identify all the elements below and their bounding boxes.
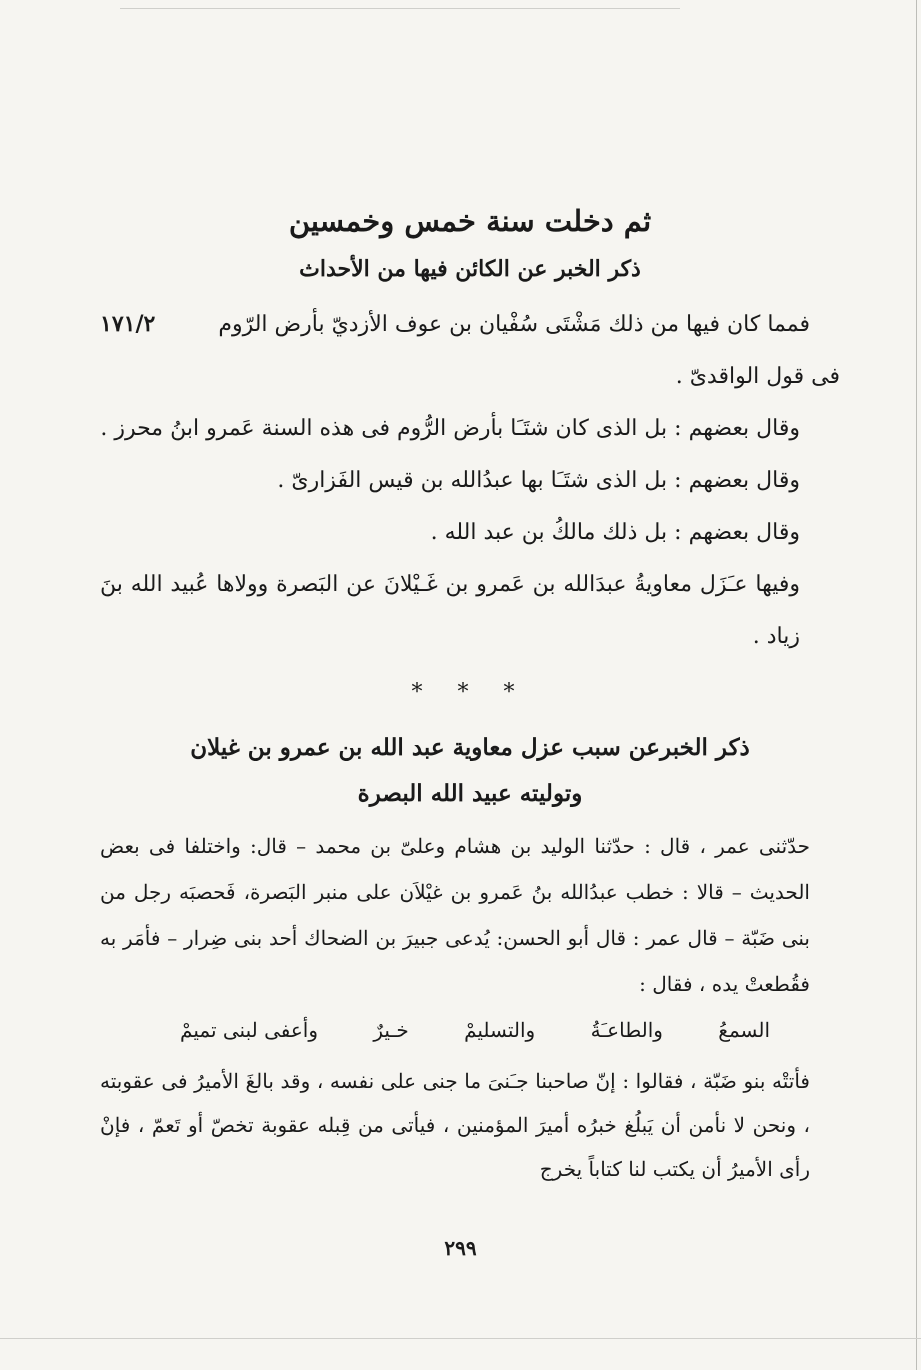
heading-2-line-1: ذكر الخبرعن سبب عزل معاوية عبد الله بن عمرو بن غيلان bbox=[190, 734, 750, 761]
paragraph-4: وقال بعضهم : بل ذلك مالكُ بن عبد الله . bbox=[430, 520, 800, 545]
narration-paragraph: حدّثنى عمر ، قال : حدّثنا الوليد بن هشام وعلىّ بن محمد – قال: واختلفا فى بعض الحديث – قالا : خطب عبدُالله بنُ عَمرو بن غيْلاَن على منبر البَصرة، فَحصبَه رجل من بنى ضَبّة – قال عمر : قال أبو الحسن: يُدعى جبيرَ بن الضحاك أحد بنى ضِرار – فأمَر به فقُطعتْ يده ، فقال : bbox=[100, 834, 810, 996]
heading-2-line-2: وتوليته عبيد الله البصرة bbox=[357, 780, 583, 807]
poem-part-3: والتسليمْ bbox=[464, 1018, 536, 1042]
page-content bbox=[100, 190, 840, 1191]
page-number: ٢٩٩ bbox=[444, 1236, 477, 1260]
paragraph-5: وفيها عـَزَل معاويةُ عبدَالله بن عَمرو بن غَـيْلانَ عن البَصرة وولاها عُبيد الله بنَ زياد . bbox=[100, 572, 800, 649]
poem-verse bbox=[100, 1007, 840, 1053]
continuation-paragraph: فأتتْه بنو ضَبّة ، فقالوا : إنّ صاحبنا جـَنىَ ما جنى على نفسه ، وقد بالغَ الأميرُ فى عقوبته ، ونحن لا نأمن أن يَبلُغ خبرُه أميرَ المؤمنين ، فيأتى من قِبله عقوبة تخصّ أو تَعمّ ، فإنْ رأى الأميرُ أن يكتب لنا كتاباً يخرج bbox=[100, 1069, 810, 1181]
poem-part-1: السمعُ bbox=[718, 1018, 770, 1042]
paragraph-1-line-2: فى قول الواقدىّ . bbox=[675, 364, 840, 389]
paragraph-1-first-line bbox=[100, 298, 840, 351]
poem-part-2: والطاعـَةُ bbox=[590, 1018, 663, 1042]
scan-edge-right bbox=[916, 0, 917, 1370]
scan-edge-top bbox=[120, 8, 680, 9]
paragraph-3: وقال بعضهم : بل الذى شتَـَا بها عبدُالله بن قيس الفَزارىّ . bbox=[277, 468, 800, 493]
margin-reference-number: ١٧١/٢ bbox=[100, 311, 156, 337]
section-heading: ذكر الخبر عن الكائن فيها من الأحداث bbox=[299, 256, 641, 282]
paragraph-1-line-1: فمما كان فيها من ذلك مَشْتَى سُفْيان بن عوف الأزديّ بأرض الرّوم bbox=[218, 312, 810, 337]
poem-part-4: خـيرٌ bbox=[373, 1018, 409, 1042]
scan-edge-bottom bbox=[0, 1338, 921, 1339]
poem-part-5: وأعفى لبنى تميمْ bbox=[180, 1018, 319, 1042]
section-separator-stars: * * * bbox=[411, 680, 529, 705]
chapter-title: ثم دخلت سنة خمس وخمسين bbox=[288, 204, 652, 238]
paragraph-2: وقال بعضهم : بل الذى كان شتَـَا بأرض الرُّوم فى هذه السنة عَمرو ابنُ محرز . bbox=[100, 416, 800, 441]
